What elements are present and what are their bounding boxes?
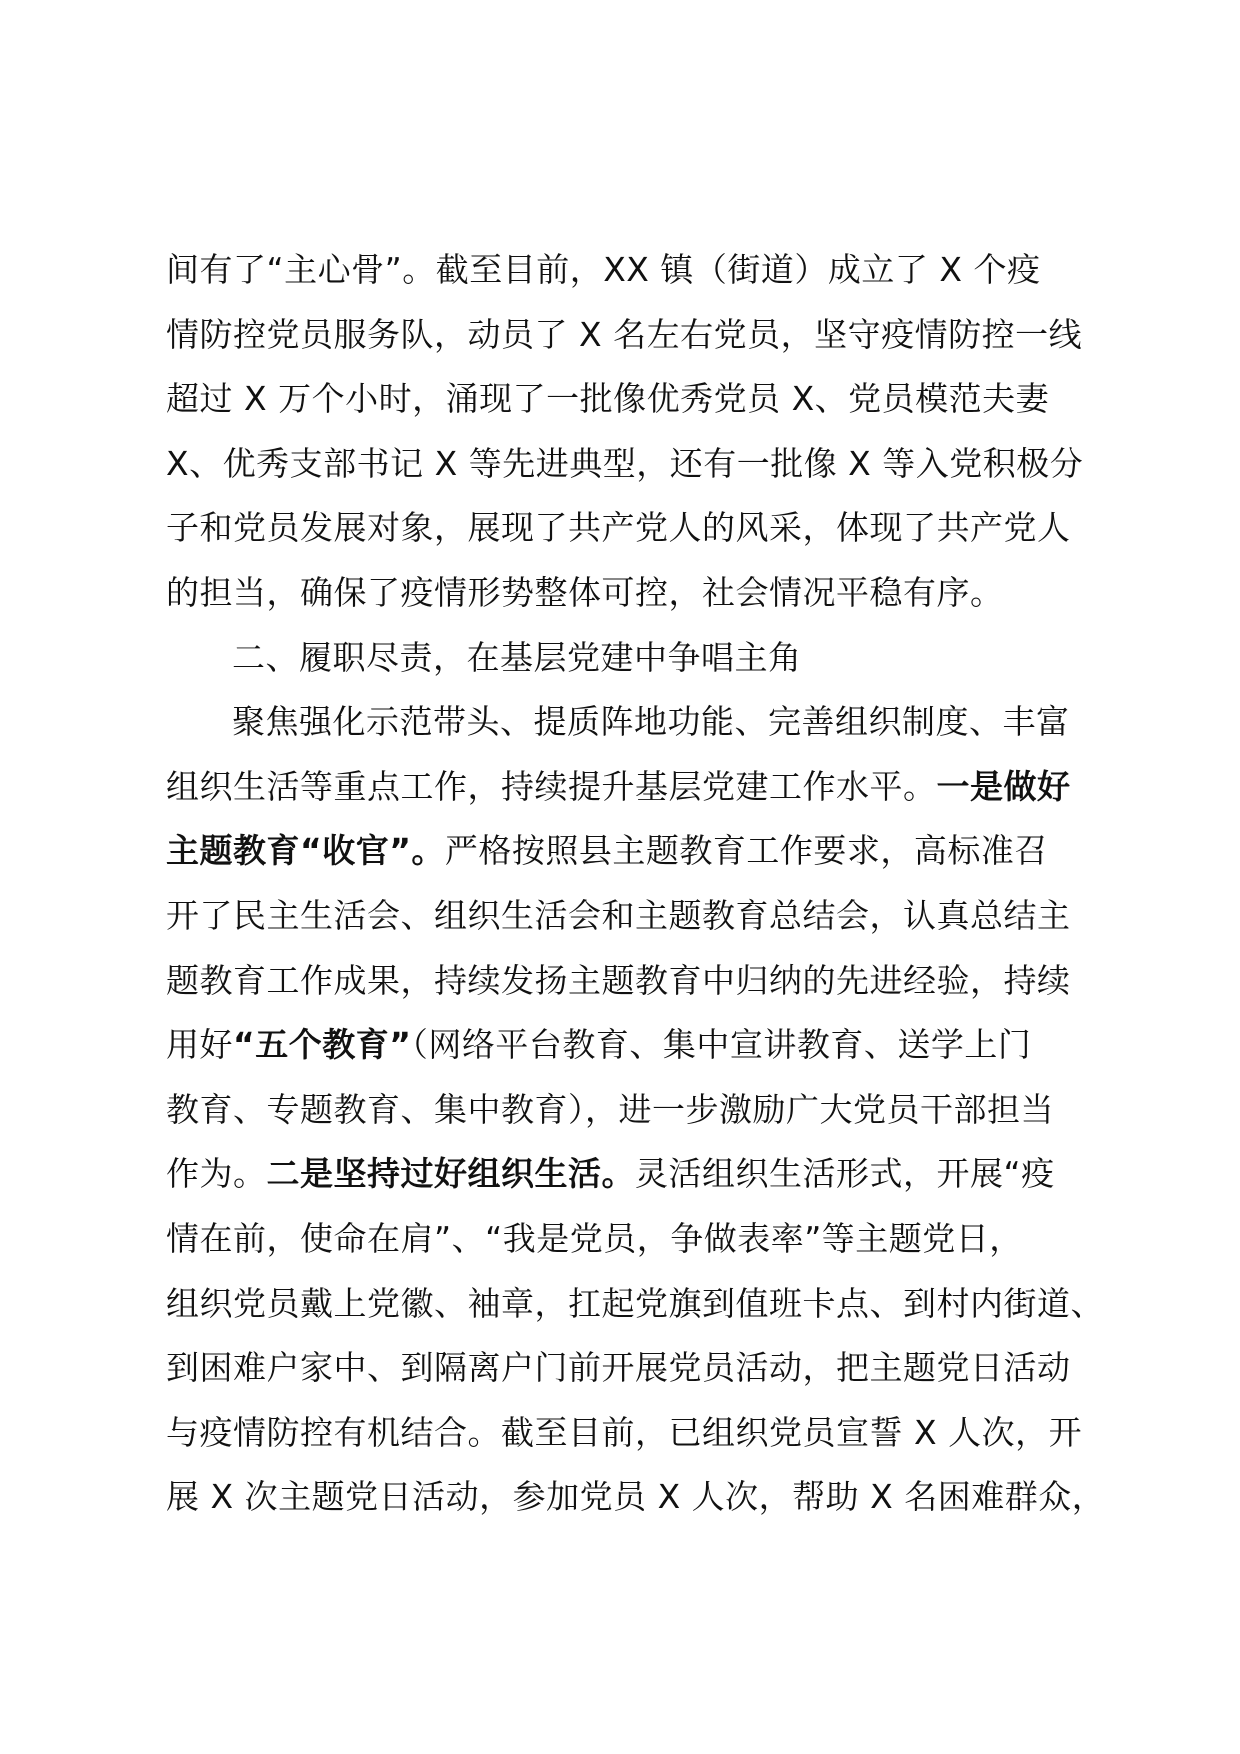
text-run: X、优秀支部书记 X 等先进典型，还有一批像 X 等入党积极分 [166, 443, 1084, 483]
text-run: 开了民主生活会、组织生活会和主题教育总结会，认真总结主 [166, 895, 1071, 935]
text-run: 间有了“主心骨”。截至目前，XX 镇（街道）成立了 X 个疫 [166, 250, 1041, 289]
text-run: 情防控党员服务队，动员了 X 名左右党员，坚守疫情防控一线 [166, 314, 1083, 354]
text-line [166, 1078, 1086, 1143]
text-run: 超过 X 万个小时，涌现了一批像优秀党员 X、党员模范夫妻 [166, 379, 1050, 419]
bold-text-run: 二是坚持过好组织生活。 [266, 1154, 635, 1194]
text-run: 与疫情防控有机结合。截至目前，已组织党员宣誓 X 人次，开 [166, 1412, 1083, 1452]
bold-text-run: 一是做好 [936, 766, 1071, 806]
text-line [166, 367, 1086, 432]
text-line [166, 1272, 1104, 1337]
text-line [166, 1207, 1086, 1272]
text-line [166, 432, 1086, 497]
text-run: 题教育工作成果，持续发扬主题教育中归纳的先进经验，持续 [166, 960, 1071, 1000]
bold-text-run: 主题教育“收官”。 [166, 831, 445, 871]
text-run: 教育、专题教育、集中教育），进一步激励广大党员干部担当 [166, 1089, 1054, 1129]
text-run: （网络平台教育、集中宣讲教育、送学上门 [411, 1025, 1032, 1065]
text-line [166, 626, 1086, 691]
text-run: 用好 [166, 1025, 233, 1065]
text-run: 严格按照县主题教育工作要求，高标准召 [444, 831, 1048, 871]
bold-text-run: “五个教育” [233, 1025, 412, 1065]
text-line [166, 1465, 1106, 1530]
text-run: 展 X 次主题党日活动，参加党员 X 人次，帮助 X 名困难群众， [166, 1477, 1106, 1517]
text-line [166, 884, 1086, 949]
text-run: 到困难户家中、到隔离户门前开展党员活动，把主题党日活动 [166, 1348, 1071, 1388]
text-run: 二、履职尽责，在基层党建中争唱主角 [232, 637, 802, 677]
text-line [166, 238, 1086, 303]
text-line [166, 1336, 1086, 1401]
text-run: 组织生活等重点工作，持续提升基层党建工作水平。 [166, 766, 937, 806]
text-line [166, 949, 1086, 1014]
text-line [166, 1013, 1086, 1078]
text-line [166, 1401, 1086, 1466]
text-line [166, 819, 1086, 884]
text-run: 作为。 [166, 1154, 267, 1194]
text-line [166, 1142, 1086, 1207]
text-run: 组织党员戴上党徽、袖章，扛起党旗到值班卡点、到村内街道、 [166, 1283, 1104, 1323]
text-line [166, 303, 1086, 368]
text-run: 情在前，使命在肩”、“我是党员，争做表率”等主题党日， [166, 1218, 1023, 1258]
text-line [166, 561, 1086, 626]
text-run: 的担当，确保了疫情形势整体可控，社会情况平稳有序。 [166, 572, 1004, 612]
text-line [166, 690, 1086, 755]
body-text [166, 238, 1106, 1530]
text-run: 子和党员发展对象，展现了共产党人的风采，体现了共产党人 [166, 508, 1071, 548]
text-line [166, 496, 1086, 561]
text-run: 聚焦强化示范带头、提质阵地功能、完善组织制度、丰富 [232, 702, 1070, 742]
text-line [166, 755, 1086, 820]
text-run: 灵活组织生活形式，开展“疫 [635, 1154, 1055, 1194]
